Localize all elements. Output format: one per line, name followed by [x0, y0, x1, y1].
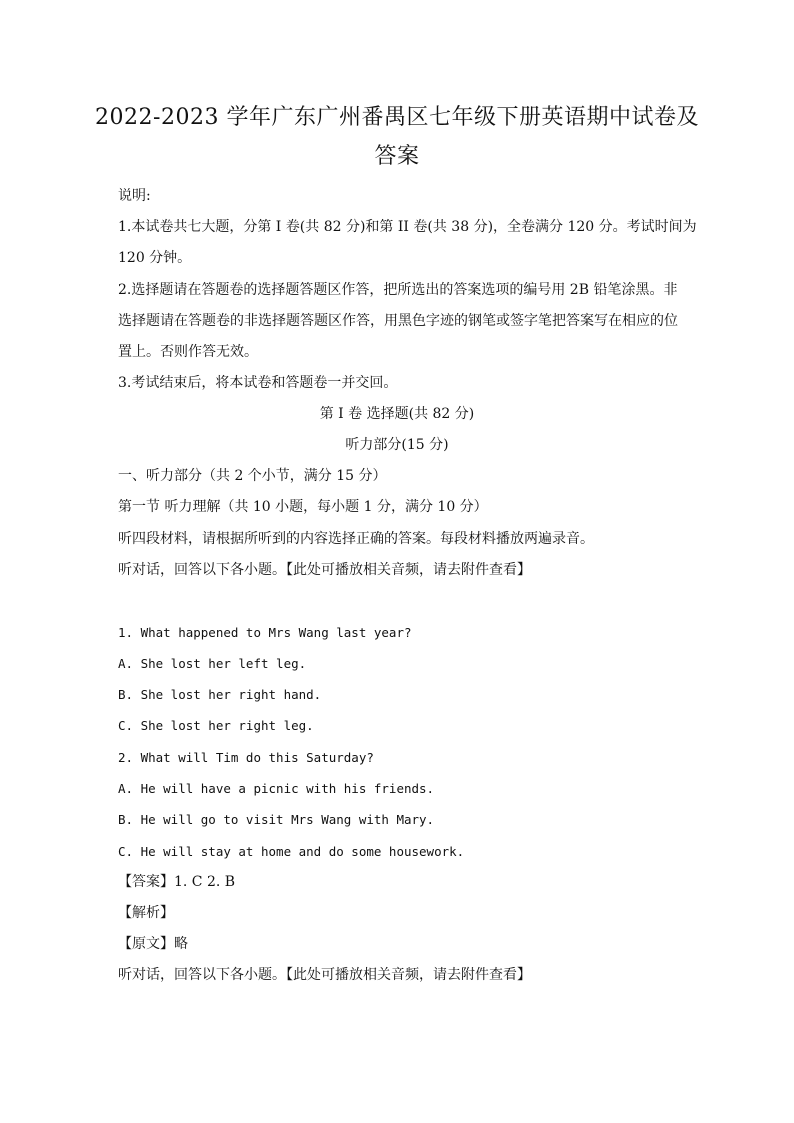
note-1-line-1: 1.本试卷共七大题，分第 I 卷(共 82 分)和第 II 卷(共 38 分)，全卷满分 120 分。考试时间为 [118, 219, 697, 235]
question-1-option-c: C. She lost her right leg. [118, 718, 314, 733]
note-2-line-2: 选择题请在答题卷的非选择题答题区作答，用黑色字迹的钢笔或签字笔把答案写在相应的位 [118, 313, 678, 329]
note-3: 3.考试结束后，将本试卷和答题卷一并交回。 [118, 375, 398, 391]
analysis-heading: 【解析】 [118, 905, 174, 921]
part-1-heading: 一、听力部分（共 2 个小节，满分 15 分） [118, 468, 387, 484]
listening-heading: 听力部分(15 分) [345, 437, 449, 453]
question-2: 2. What will Tim do this Saturday? [118, 750, 374, 765]
document-title-line-2: 答案 [374, 144, 420, 169]
note-1-line-2: 120 分钟。 [118, 250, 192, 266]
instruction-line-1: 听四段材料，请根据所听到的内容选择正确的答案。每段材料播放两遍录音。 [118, 531, 594, 547]
question-2-option-b: B. He will go to visit Mrs Wang with Mary. [118, 812, 435, 827]
question-1: 1. What happened to Mrs Wang last year? [118, 625, 412, 640]
question-1-option-a: A. She lost her left leg. [118, 656, 307, 671]
answer-line: 【答案】1. C 2. B [118, 874, 236, 890]
section-1-heading: 第一节 听力理解（共 10 小题，每小题 1 分，满分 10 分） [118, 499, 488, 515]
note-2-line-3: 置上。否则作答无效。 [118, 344, 258, 360]
question-1-option-b: B. She lost her right hand. [118, 687, 322, 702]
question-2-option-c: C. He will stay at home and do some housework. [118, 844, 465, 859]
note-heading: 说明: [118, 188, 151, 204]
document-title-line-1: 2022-2023 学年广东广州番禺区七年级下册英语期中试卷及 [95, 105, 699, 130]
instruction-line-2: 听对话，回答以下各小题。【此处可播放相关音频，请去附件查看】 [118, 562, 531, 578]
instruction-line-3: 听对话，回答以下各小题。【此处可播放相关音频，请去附件查看】 [118, 967, 531, 983]
note-2-line-1: 2.选择题请在答题卷的选择题答题区作答，把所选出的答案选项的编号用 2B 铅笔涂黑。非 [118, 282, 678, 298]
volume-heading: 第 I 卷 选择题(共 82 分) [319, 406, 475, 422]
original-text-note: 【原文】略 [118, 936, 188, 952]
question-2-option-a: A. He will have a picnic with his friends. [118, 781, 435, 796]
